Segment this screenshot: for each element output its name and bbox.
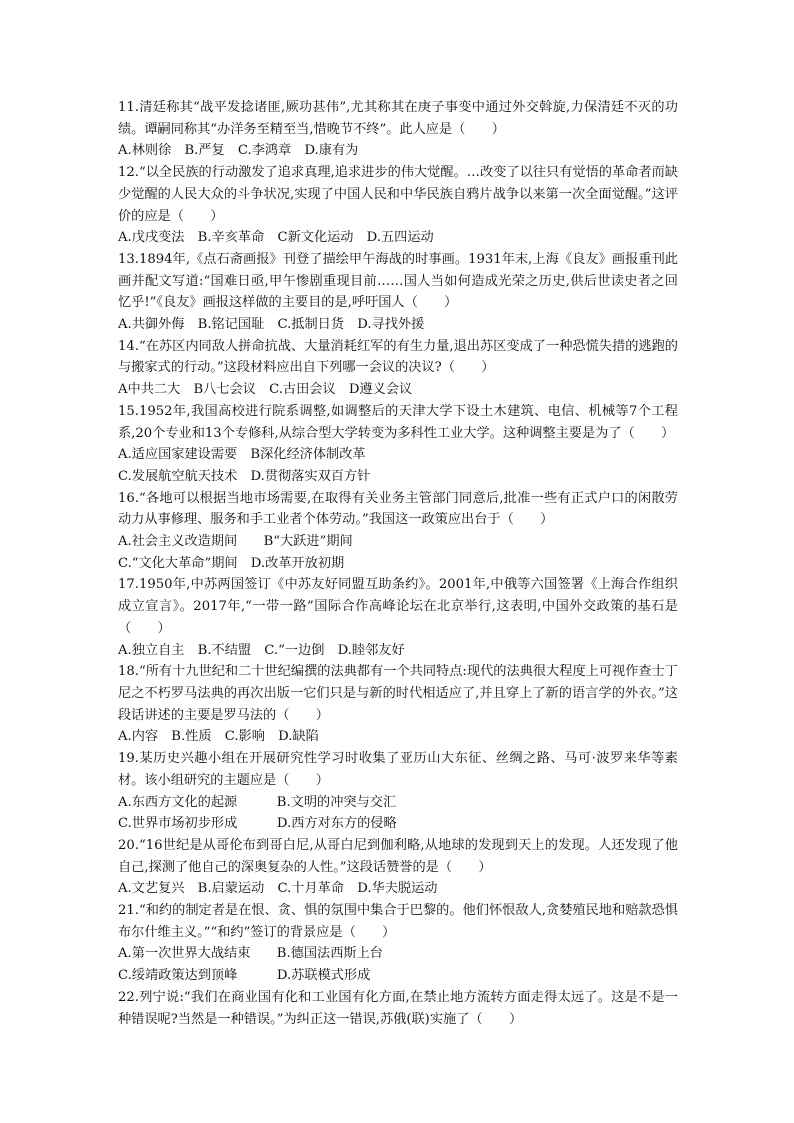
question-stem: 14.“在苏区内同敌人拼命抗战、大量消耗红军的有生力量,退出苏区变成了一种恐慌失措的逃跑的与搬家式的行动。”这段材料应出自下列哪一会议的决议?（ ）: [118, 338, 678, 376]
question-15: [118, 401, 678, 488]
answer-options: C.世界市场初步形成 D.西方对东方的侵略: [118, 816, 397, 832]
question-stem: 20.“16世纪是从哥伦布到哥白尼,从哥白尼到伽利略,从地球的发现到天上的发现。人还发现了他自己,探测了他自己的深奥复杂的人性。”这段话赞誉的是（ ）: [118, 837, 678, 875]
answer-options: C.发展航空航天技术 D.贯彻落实双百方针: [118, 468, 371, 484]
answer-options: A.文艺复兴 B.启蒙运动 C.十月革命 D.华夫脱运动: [118, 881, 438, 897]
question-stem: 12.“以全民族的行动激发了追求真理,追求进步的伟大觉醒。…改变了以往只有觉悟的革命者而缺少觉醒的人民大众的斗争状况,实现了中国人民和中华民族自鸦片战争以来第一次全面觉醒。”这评价的应是（ ）: [118, 165, 678, 224]
exam-page: [118, 97, 678, 1030]
question-16: [118, 488, 678, 575]
answer-options: A.内容 B.性质 C.影响 D.缺陷: [118, 729, 319, 745]
question-12: [118, 162, 678, 249]
question-19: [118, 748, 678, 835]
answer-options: A.林则徐 B.严复 C.李鸿章 D.康有为: [118, 143, 359, 159]
question-stem: 11.清廷称其“战平发捻诸匪,厥功甚伟”,尤其称其在庚子事变中通过外交斡旋,力保清廷不灭的功绩。谭嗣同称其“办洋务至精至当,惜晚节不终”。此人应是（ ）: [118, 100, 678, 137]
answer-options: A.戊戌变法 B.辛亥革命 C新文化运动 D.五四运动: [118, 230, 434, 246]
question-20: [118, 835, 678, 900]
question-18: [118, 661, 678, 748]
question-stem: 13.1894年,《点石斋画报》刊登了描绘甲午海战的时事画。1931年末,上海《良友》画报重刊此画并配文写道:“国难日亟,甲午惨剧重现目前……国人当如何造成光荣之历史,供后世读史者之回忆乎!”《良友》画报这样做的主要目的是,呼吁国人（ ）: [118, 251, 678, 311]
question-17: [118, 574, 678, 661]
question-stem: 17.1950年,中苏两国签订《中苏友好同盟互助条约》。2001年,中俄等六国签署《上海合作组织成立宣言》。2017年,“一带一路”国际合作高峰论坛在北京举行,这表明,中国外交政策的基石是（ ）: [118, 577, 678, 636]
answer-options: A.独立自主 B.不结盟 C.“一边倒 D.睦邻友好: [118, 642, 405, 658]
question-stem: 15.1952年,我国高校进行院系调整,如调整后的天津大学下设土木建筑、电信、机械等7个工程系,20个专业和13个专修科,从综合型大学转变为多科性工业大学。这种调整主要是为了（ ）: [118, 403, 678, 441]
answer-options: C.绥靖政策达到顶峰 D.苏联模式形成: [118, 968, 371, 984]
answer-options: C.“文化大革命”期间 D.改革开放初期: [118, 555, 345, 571]
answer-options: A中共二大 B八七会议 C.古田会议 D遵义会议: [118, 382, 413, 398]
answer-options: A.社会主义改造期间 B“大跃进”期间: [118, 534, 353, 550]
question-14: [118, 336, 678, 401]
question-stem: 16.“各地可以根据当地市场需要,在取得有关业务主管部门同意后,批准一些有正式户口的闲散劳动力从事修理、服务和手工业者个体劳动。”我国这一政策应出台于（ ）: [118, 490, 678, 528]
question-stem: 19.某历史兴趣小组在开展研究性学习时收集了亚历山大东征、丝绸之路、马可·波罗来华等素材。该小组研究的主题应是（ ）: [118, 751, 678, 788]
question-21: [118, 900, 678, 987]
question-stem: 22.列宁说:“我们在商业国有化和工业国有化方面,在禁止地方流转方面走得太远了。这是不是一种错误呢?当然是一种错误。”为纠正这一错误,苏俄(联)实施了（ ）: [118, 989, 678, 1027]
question-13: [118, 249, 678, 336]
answer-options: A.适应国家建设需要 B深化经济体制改革: [118, 447, 366, 463]
question-11: [118, 97, 678, 162]
question-22: [118, 987, 678, 1030]
answer-options: A.共御外侮 B.铭记国耻 C.抵制日货 D.寻找外援: [118, 317, 425, 333]
answer-options: A.第一次世界大战结束 B.德国法西斯上台: [118, 946, 383, 962]
question-stem: 18.“所有十九世纪和二十世纪编撰的法典都有一个共同特点:现代的法典很大程度上可视作查士丁尼之不朽罗马法典的再次出版一它们只是与新的时代相适应了,并且穿上了新的语言学的外衣。”这段话讲述的主要是罗马法的（ ）: [118, 664, 678, 723]
question-stem: 21.“和约的制定者是在恨、贪、惧的氛围中集合于巴黎的。他们怀恨敌人,贪婪殖民地和赔款恐惧布尔什维主义。”“和约”签订的背景应是（ ）: [118, 903, 678, 940]
answer-options: A.东西方文化的起源 B.文明的冲突与交汇: [118, 794, 397, 810]
